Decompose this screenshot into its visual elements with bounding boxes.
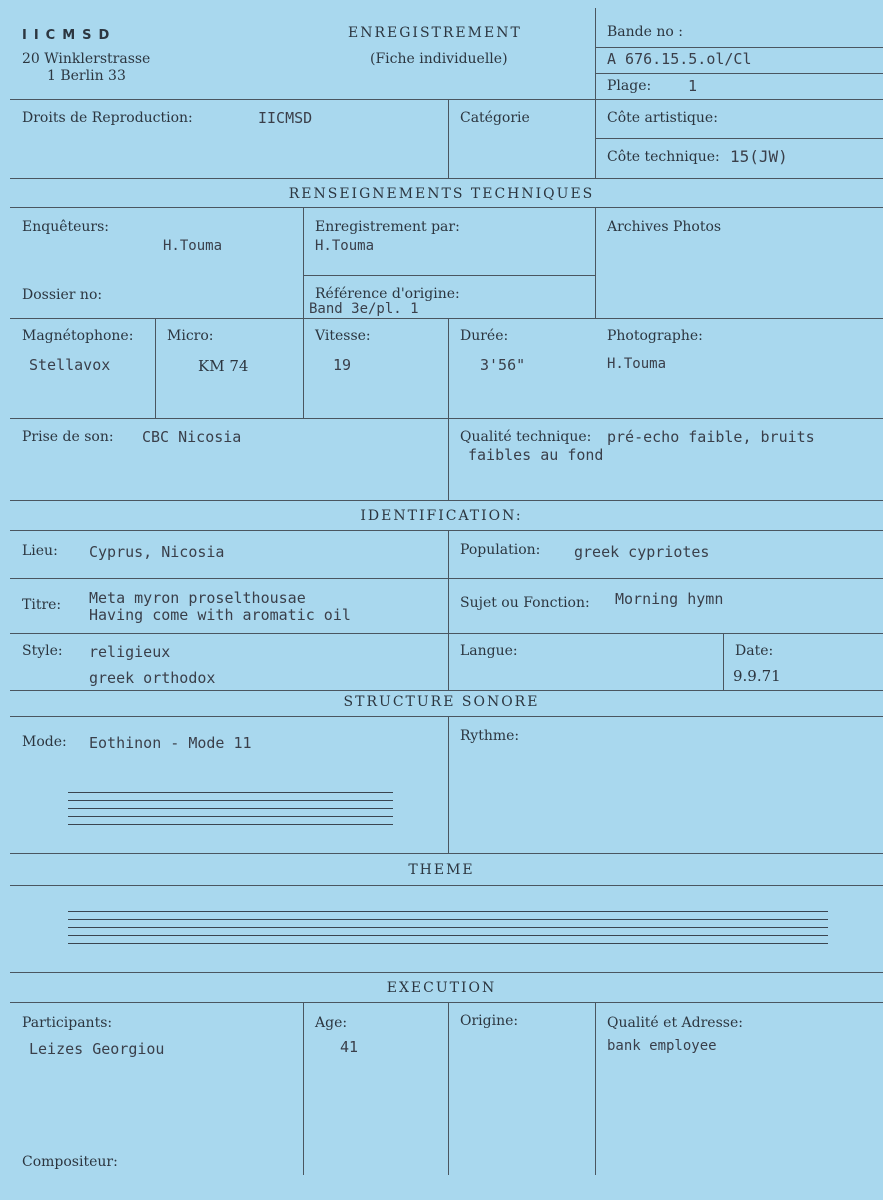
rule (595, 1002, 596, 1175)
origine-label: Origine: (460, 1013, 519, 1029)
rule (595, 8, 596, 178)
duree-value: 3'56" (480, 356, 526, 374)
rule (10, 418, 883, 419)
staff-line (68, 919, 828, 920)
rule (10, 885, 883, 886)
compositeur-label: Compositeur: (22, 1154, 118, 1170)
mode-label: Mode: (22, 734, 67, 750)
rule (10, 633, 883, 634)
dossier-label: Dossier no: (22, 287, 103, 303)
rule (303, 275, 595, 276)
droits-label: Droits de Reproduction: (22, 110, 193, 126)
rule (595, 73, 883, 74)
categorie-label: Catégorie (460, 110, 530, 126)
date-label: Date: (735, 643, 774, 659)
rule (448, 530, 449, 690)
magnetophone-label: Magnétophone: (22, 328, 134, 344)
rule (10, 500, 883, 501)
photographe-label: Photographe: (607, 328, 703, 344)
org-street: 20 Winklerstrasse (22, 51, 151, 67)
staff-line (68, 927, 828, 928)
rule (10, 716, 883, 717)
prise-label: Prise de son: (22, 429, 114, 445)
rule (448, 1002, 449, 1175)
rule (723, 633, 724, 690)
titre-value-line1: Meta myron proselthousae (89, 589, 306, 607)
qualite-adresse-label: Qualité et Adresse: (607, 1015, 743, 1031)
staff-line (68, 824, 393, 825)
enregistrement-par-value: H.Touma (315, 238, 375, 254)
plage-label: Plage: (607, 78, 652, 94)
age-value: 41 (340, 1038, 359, 1056)
rule (10, 178, 883, 179)
participants-value: Leizes Georgiou (29, 1040, 165, 1058)
org-city: 1 Berlin 33 (47, 68, 126, 84)
staff-line (68, 800, 393, 801)
cote-technique-label: Côte technique: (607, 149, 720, 165)
rule (10, 578, 883, 579)
rule (155, 318, 156, 418)
mode-value: Eothinon - Mode 11 (89, 734, 252, 752)
staff-line (68, 816, 393, 817)
langue-label: Langue: (460, 643, 518, 659)
vitesse-label: Vitesse: (315, 328, 371, 344)
org-name: IICMSD (22, 28, 117, 43)
rule (448, 99, 449, 178)
enqueteurs-value: H.Touma (163, 238, 223, 254)
prise-value: CBC Nicosia (142, 428, 242, 446)
micro-value: KM 74 (198, 357, 249, 375)
bande-value: A 676.15.5.ol/Cl (607, 50, 752, 68)
rule (448, 716, 449, 853)
population-label: Population: (460, 542, 541, 558)
magnetophone-value: Stellavox (29, 356, 111, 374)
plage-value: 1 (688, 77, 698, 95)
staff-line (68, 943, 828, 944)
style-value-line2: greek orthodox (89, 669, 216, 687)
qualite-label: Qualité technique: (460, 429, 592, 445)
sujet-label: Sujet ou Fonction: (460, 595, 590, 611)
photographe-value: H.Touma (607, 356, 667, 372)
section-title-structure: STRUCTURE SONORE (343, 694, 540, 710)
sujet-value: Morning hymn (615, 590, 724, 608)
bande-label: Bande no : (607, 24, 683, 40)
micro-label: Micro: (167, 328, 214, 344)
section-title-theme: THEME (408, 862, 475, 878)
rule (10, 99, 883, 100)
date-value: 9.9.71 (733, 667, 781, 685)
rule (448, 318, 449, 500)
staff-line (68, 808, 393, 809)
duree-label: Durée: (460, 328, 509, 344)
rythme-label: Rythme: (460, 728, 520, 744)
titre-label: Titre: (22, 597, 62, 613)
rule (10, 972, 883, 973)
reference-value: Band 3e/pl. 1 (309, 301, 419, 317)
participants-label: Participants: (22, 1015, 113, 1031)
archives-photos-label: Archives Photos (607, 219, 722, 235)
population-value: greek cypriotes (574, 543, 710, 561)
section-title-technical: RENSEIGNEMENTS TECHNIQUES (288, 186, 595, 202)
titre-value-line2: Having come with aromatic oil (89, 606, 351, 624)
form-title: ENREGISTREMENT (348, 25, 522, 41)
droits-value: IICMSD (258, 109, 313, 127)
qualite-value-line2: faibles au fond (468, 446, 604, 464)
staff-line (68, 911, 828, 912)
rule (303, 1002, 304, 1175)
rule (595, 207, 596, 318)
rule (10, 1002, 883, 1003)
enqueteurs-label: Enquêteurs: (22, 219, 110, 235)
cote-technique-value: 15(JW) (730, 147, 788, 166)
staff-line (68, 792, 393, 793)
vitesse-value: 19 (333, 356, 352, 374)
rule (303, 207, 304, 418)
form-subtitle: (Fiche individuelle) (370, 51, 508, 67)
section-title-identification: IDENTIFICATION: (360, 508, 523, 524)
section-title-execution: EXECUTION (386, 980, 497, 996)
rule (10, 318, 883, 319)
staff-line (68, 935, 828, 936)
qualite-value-line1: pré-echo faible, bruits (607, 428, 815, 446)
rule (10, 853, 883, 854)
lieu-label: Lieu: (22, 543, 58, 559)
age-label: Age: (315, 1015, 348, 1031)
rule (10, 207, 883, 208)
lieu-value: Cyprus, Nicosia (89, 543, 225, 561)
style-label: Style: (22, 643, 63, 659)
rule (10, 690, 883, 691)
cote-artistique-label: Côte artistique: (607, 110, 718, 126)
enregistrement-par-label: Enregistrement par: (315, 219, 460, 235)
rule (595, 47, 883, 48)
qualite-adresse-value: bank employee (607, 1038, 717, 1054)
style-value-line1: religieux (89, 643, 171, 661)
rule (595, 138, 883, 139)
reference-label: Référence d'origine: (315, 286, 460, 302)
rule (10, 530, 883, 531)
